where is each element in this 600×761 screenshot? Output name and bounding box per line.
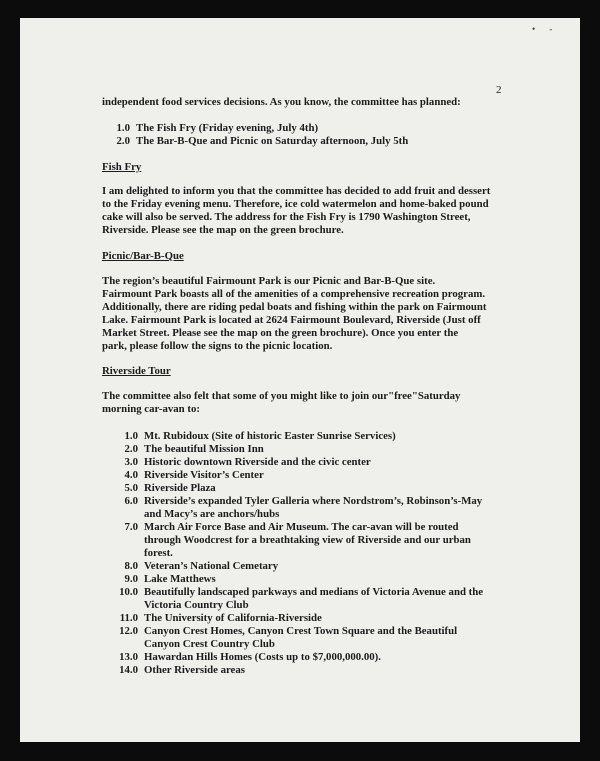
picnic-line: Market Street. Please see the map on the green brochure). Once you enter the (102, 327, 459, 339)
tour-item-text: Mt. Rubidoux (Site of historic Easter Sunrise Services) (144, 430, 396, 442)
fish-fry-line: to the Friday evening menu. Therefore, ice cold watermelon and home-baked pound (102, 198, 489, 210)
tour-item-text: forest. (144, 547, 173, 559)
tour-item-text: Riverside’s expanded Tyler Galleria where Nordstrom’s, Robinson’s-May (144, 495, 483, 507)
tour-item-text: Lake Matthews (144, 573, 216, 585)
tour-item-text: Victoria Country Club (144, 599, 249, 611)
tour-item-number: 14.0 (119, 664, 138, 676)
plan-item-text: The Fish Fry (Friday evening, July 4th) (136, 122, 319, 134)
fish-fry-line: cake will also be served. The address for the Fish Fry is 1790 Washington Street, (102, 211, 471, 223)
tour-item-text: Historic downtown Riverside and the civic center (144, 456, 371, 468)
page-number: 2 (496, 84, 502, 96)
tour-item-text: Veteran’s National Cemetary (144, 560, 279, 572)
tour-item-text: and Macy’s are anchors/hubs (144, 508, 280, 520)
tour-item-text: The University of California-Riverside (144, 612, 322, 624)
tour-item-number: 11.0 (119, 612, 138, 624)
tour-item-number: 5.0 (124, 482, 138, 494)
tour-item-text: through Woodcrest for a breathtaking view of Riverside and our urban (144, 534, 471, 546)
tour-item-number: 3.0 (124, 456, 138, 468)
plan-item-number: 1.0 (116, 122, 130, 134)
tour-item-text: Canyon Crest Country Club (144, 638, 275, 650)
tour-item-number: 2.0 (124, 443, 138, 455)
plan-item-number: 2.0 (116, 135, 130, 147)
tour-item-text: Canyon Crest Homes, Canyon Crest Town Square and the Beautiful (144, 625, 458, 637)
tour-item-number: 10.0 (119, 586, 138, 598)
tour-item-text: The beautiful Mission Inn (144, 443, 264, 455)
fish-fry-line: Riverside. Please see the map on the green brochure. (102, 224, 344, 236)
tour-item-text: Riverside Plaza (144, 482, 216, 494)
picnic-line: Additionally, there are riding pedal boats and fishing within the park on Fairmount (102, 301, 487, 313)
tour-item-text: Other Riverside areas (144, 664, 245, 676)
tour-item-number: 6.0 (124, 495, 138, 507)
fish-fry-line: I am delighted to inform you that the committee has decided to add fruit and dessert (102, 185, 491, 197)
corner-marks: • - (532, 24, 559, 34)
tour-item-text: Beautifully landscaped parkways and medians of Victoria Avenue and the (144, 586, 484, 598)
picnic-line: park, please follow the signs to the picnic location. (102, 340, 333, 352)
fish-fry-heading: Fish Fry (102, 161, 142, 173)
document-page (20, 18, 580, 742)
picnic-heading: Picnic/Bar-B-Que (102, 250, 184, 262)
tour-item-number: 8.0 (124, 560, 138, 572)
tour-item-text: March Air Force Base and Air Museum. The car-avan will be routed (144, 521, 459, 533)
tour-item-number: 7.0 (124, 521, 138, 533)
intro-line: independent food services decisions. As you know, the committee has planned: (102, 96, 461, 108)
tour-item-text: Riverside Visitor’s Center (144, 469, 264, 481)
tour-item-number: 13.0 (119, 651, 138, 663)
tour-intro-line: morning car-avan to: (102, 403, 200, 415)
picnic-line: Lake. Fairmount Park is located at 2624 Fairmount Boulevard, Riverside (Just off (102, 314, 481, 326)
tour-item-number: 9.0 (124, 573, 138, 585)
tour-item-text: Hawardan Hills Homes (Costs up to $7,000,000.00). (144, 651, 381, 663)
tour-item-number: 12.0 (119, 625, 138, 637)
plan-item-text: The Bar-B-Que and Picnic on Saturday afternoon, July 5th (136, 135, 409, 147)
tour-intro-line: The committee also felt that some of you might like to join our"free"Saturday (102, 390, 461, 402)
picnic-line: The region’s beautiful Fairmount Park is our Picnic and Bar-B-Que site. (102, 275, 436, 287)
tour-item-number: 4.0 (124, 469, 138, 481)
picnic-line: Fairmount Park boasts all of the amenities of a comprehensive recreation program. (102, 288, 486, 300)
tour-heading: Riverside Tour (102, 365, 171, 377)
tour-item-number: 1.0 (124, 430, 138, 442)
